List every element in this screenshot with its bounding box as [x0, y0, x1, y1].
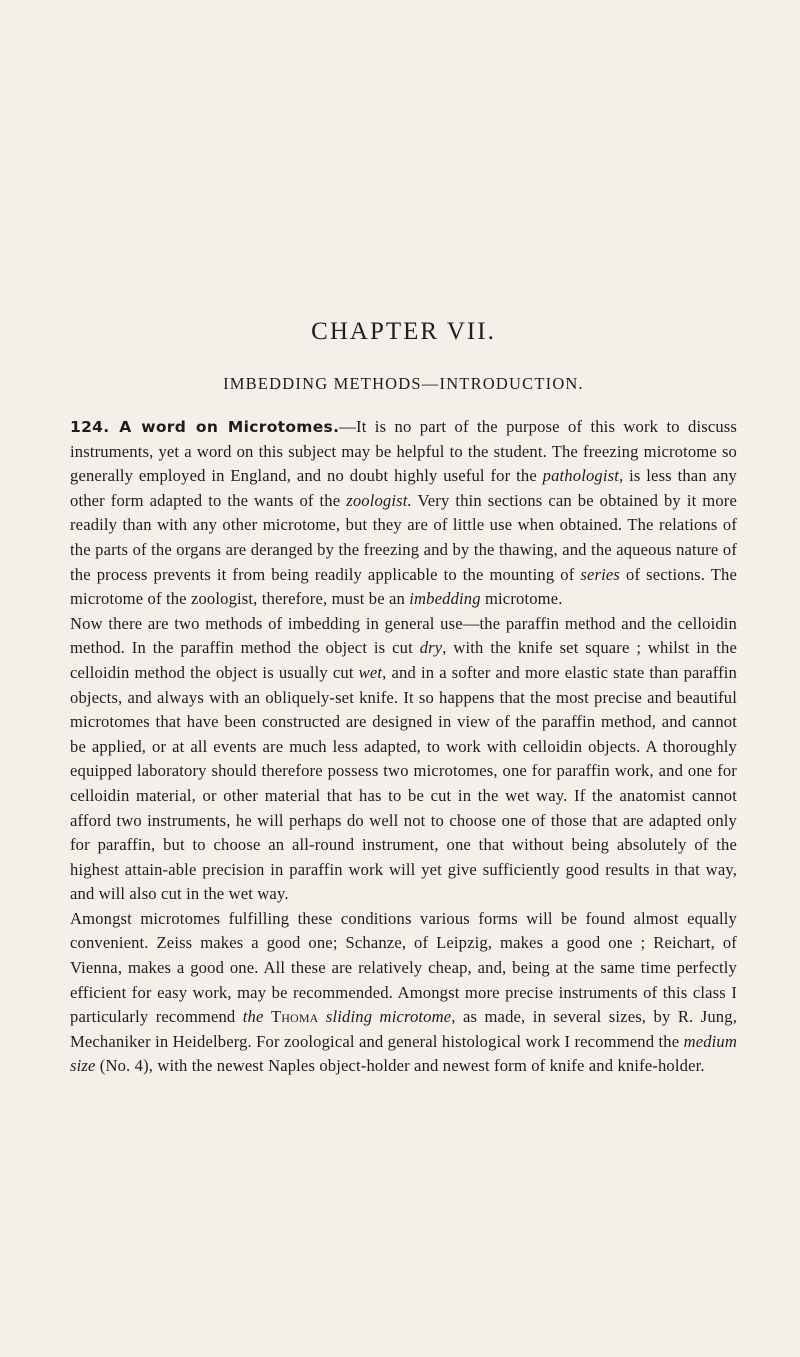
text-run: microtome.	[480, 589, 563, 609]
italic-run: the	[242, 1007, 264, 1027]
text-run: , is less than any other form adapted to the wants of the	[70, 466, 737, 510]
text-run: —It is no part of the purpose of this work to discuss instruments, yet a word on this subject may be helpful to the student. The freezing microtome so generally employed in England, and no doubt highly useful for the	[70, 417, 737, 486]
text-run: , and in a softer and more elastic state than paraffin objects, and always with an obliquely-set knife. It so happens that the most precise and beautiful microtomes that have been constructed are designed in view of the paraffin method, and cannot be applied, or at all events are much less adapted, to work with celloidin objects. A thoroughly equipped laboratory should therefore possess two microtomes, one for paraffin work, and one for celloidin material, or other material that has to be cut in the wet way. If the anatomist cannot afford two instruments, he will perhaps do well not to choose one of those that are adapted only for paraffin, but to choose an all-round instrument, one that without being absolutely of the highest attain-able precision in paraffin work will yet give sufficiently good results in that way, and will also cut in the wet way.	[70, 662, 738, 904]
paragraph-124	[70, 415, 737, 612]
body-text	[70, 415, 737, 1079]
text-run: , with the knife set square ; whilst in the celloidin method the object is usually cut	[70, 638, 737, 682]
italic-run: dry	[419, 638, 443, 658]
small-caps-run: Thoma	[270, 1007, 319, 1027]
italic-run: imbedding	[409, 589, 481, 609]
paragraph-microtome-makers	[70, 907, 737, 1079]
text-run: (No. 4), with the newest Naples object-holder and newest form of knife and knife-holder.	[95, 1056, 705, 1076]
italic-run: pathologist	[542, 466, 619, 486]
book-page	[70, 318, 737, 1079]
paragraph-heading: 124. A word on Microtomes.	[70, 418, 340, 436]
italic-run: zoologist.	[346, 490, 412, 510]
italic-run: sliding microtome,	[325, 1007, 456, 1027]
paragraph-imbedding-methods	[70, 612, 737, 907]
chapter-title: CHAPTER VII.	[311, 318, 496, 345]
text-run: as made, in several sizes, by R. Jung, Mechaniker in Heidelberg. For zoological and general histological work I recommend the	[70, 1007, 737, 1051]
text-run: Very thin sections can be obtained by it more readily than with any other microtome, but they are of little use when obtained. The relations of the parts of the organs are deranged by the freezing and by the thawing, and the aqueous nature of the process prevents it from being readily applicable to the mounting of	[70, 490, 737, 584]
text-run: of sections. The microtome of the zoologist, therefore, must be an	[70, 564, 737, 609]
text-run: Amongst microtomes fulfilling these conditions various forms will be found almost equally convenient. Zeiss makes a good one; Schanze, of Leipzig, makes a good one ; Reichart, of Vienna, makes a good one. All these are relatively cheap, and, being at the same time perfectly efficient for easy work, may be recommended. Amongst more precise instruments of this class I particularly recommend	[70, 908, 737, 1027]
italic-run: medium size	[70, 1031, 737, 1076]
italic-run: series	[580, 564, 621, 584]
section-title: IMBEDDING METHODS—INTRODUCTION.	[223, 374, 584, 393]
text-run: Now there are two methods of imbedding in general use—the paraffin method and the celloidin method. In the paraffin method the object is cut	[70, 613, 737, 658]
italic-run: wet	[358, 662, 383, 682]
